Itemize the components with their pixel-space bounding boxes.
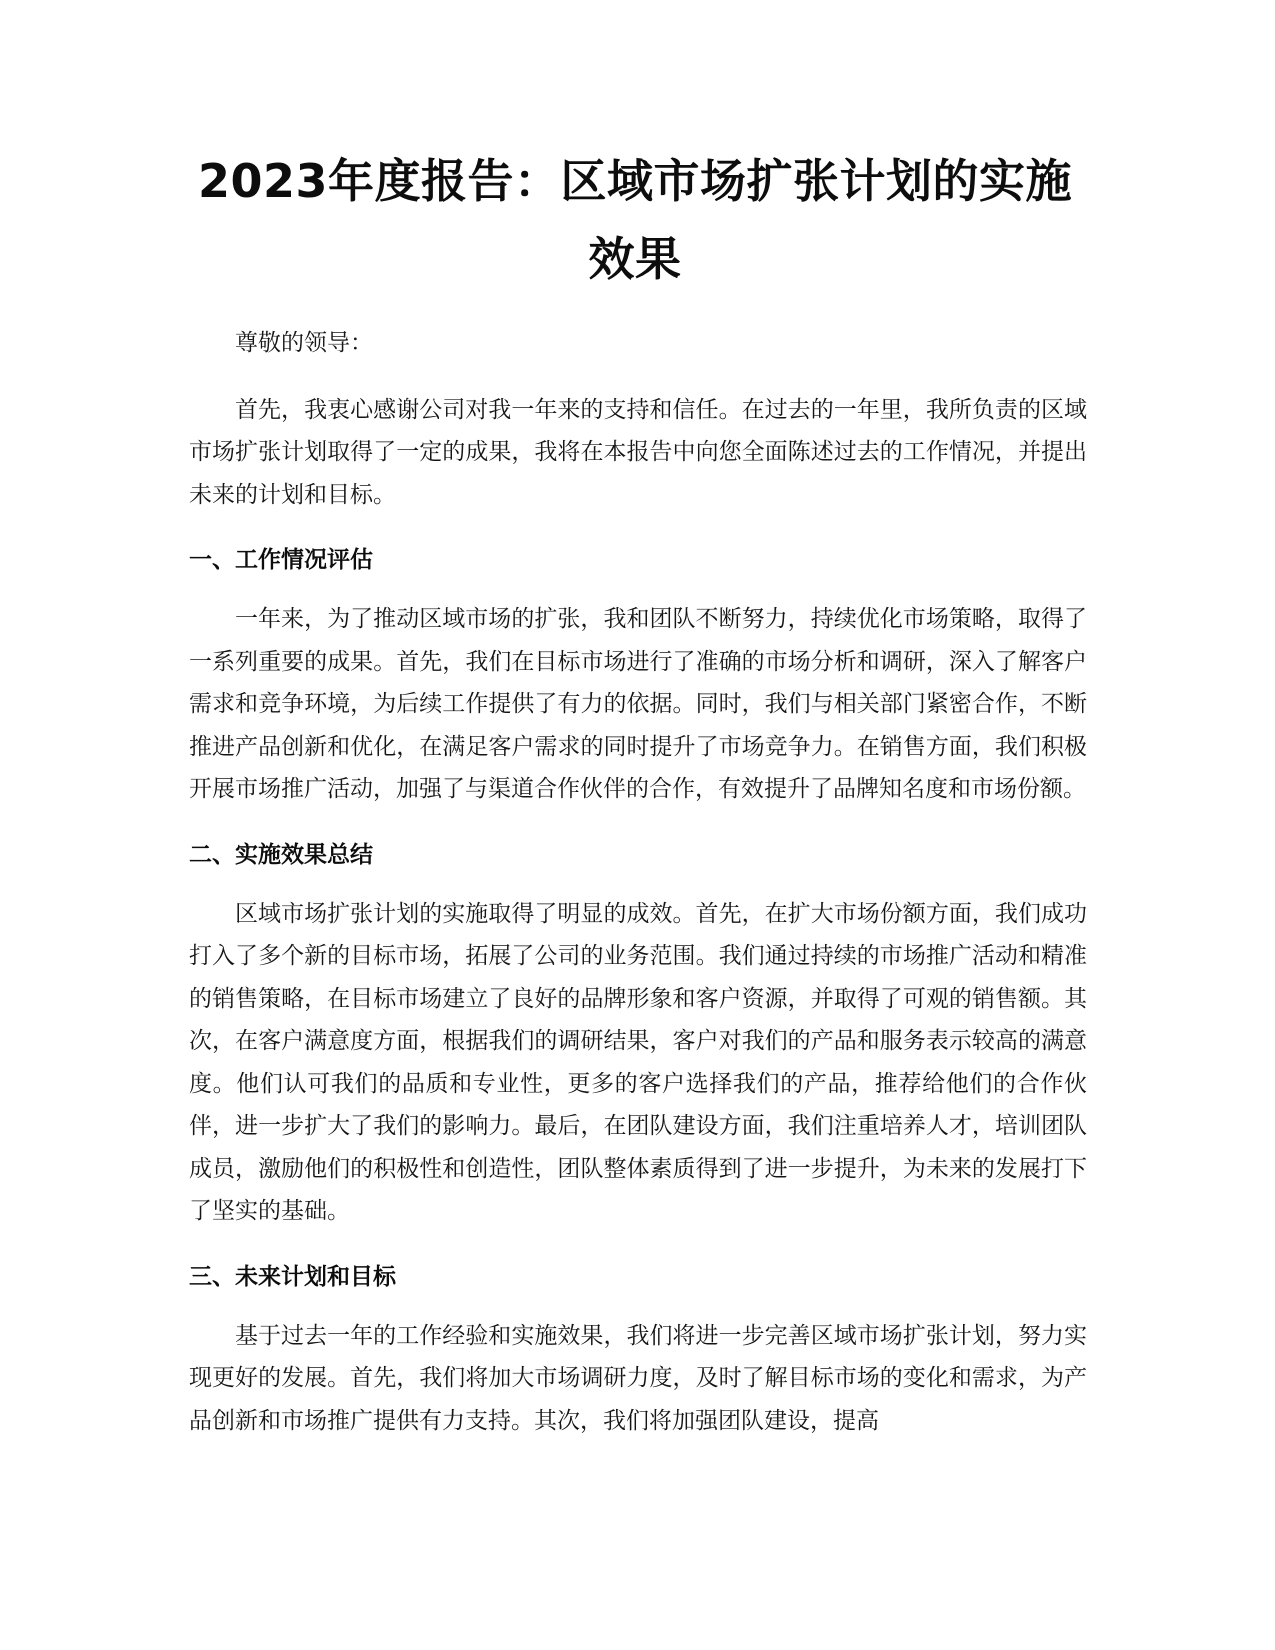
section-paragraph-plans: 基于过去一年的工作经验和实施效果，我们将进一步完善区域市场扩张计划，努力实现更好的发展。首先，我们将加大市场调研力度，及时了解目标市场的变化和需求，为产品创新和市场推广提供有力支持。其次，我们将加强团队建设，提高	[189, 1322, 1087, 1434]
document-body	[189, 322, 1087, 1442]
section-heading-plans: 三、未来计划和目标	[189, 1263, 396, 1290]
section-heading-results: 二、实施效果总结	[189, 841, 373, 868]
document-title: 2023年度报告：区域市场扩张计划的实施效果	[197, 154, 1073, 286]
section-heading-evaluation: 一、工作情况评估	[189, 547, 373, 573]
section-paragraph-evaluation: 一年来，为了推动区域市场的扩张，我和团队不断努力，持续优化市场策略，取得了一系列重要的成果。首先，我们在目标市场进行了准确的市场分析和调研，深入了解客户需求和竞争环境，为后续工作提供了有力的依据。同时，我们与相关部门紧密合作，不断推进产品创新和优化，在满足客户需求的同时提升了市场竞争力。在销售方面，我们积极开展市场推广活动，加强了与渠道合作伙伴的合作，有效提升了品牌知名度和市场份额。	[189, 606, 1087, 802]
section-paragraph-results: 区域市场扩张计划的实施取得了明显的成效。首先，在扩大市场份额方面，我们成功打入了多个新的目标市场，拓展了公司的业务范围。我们通过持续的市场推广活动和精准的销售策略，在目标市场建立了良好的品牌形象和客户资源，并取得了可观的销售额。其次，在客户满意度方面，根据我们的调研结果，客户对我们的产品和服务表示较高的满意度。他们认可我们的品质和专业性，更多的客户选择我们的产品，推荐给他们的合作伙伴，进一步扩大了我们的影响力。最后，在团队建设方面，我们注重培养人才，培训团队成员，激励他们的积极性和创造性，团队整体素质得到了进一步提升，为未来的发展打下了坚实的基础。	[189, 900, 1087, 1224]
salutation: 尊敬的领导：	[235, 330, 373, 356]
intro-paragraph: 首先，我衷心感谢公司对我一年来的支持和信任。在过去的一年里，我所负责的区域市场扩张计划取得了一定的成果，我将在本报告中向您全面陈述过去的工作情况，并提出未来的计划和目标。	[189, 396, 1087, 508]
